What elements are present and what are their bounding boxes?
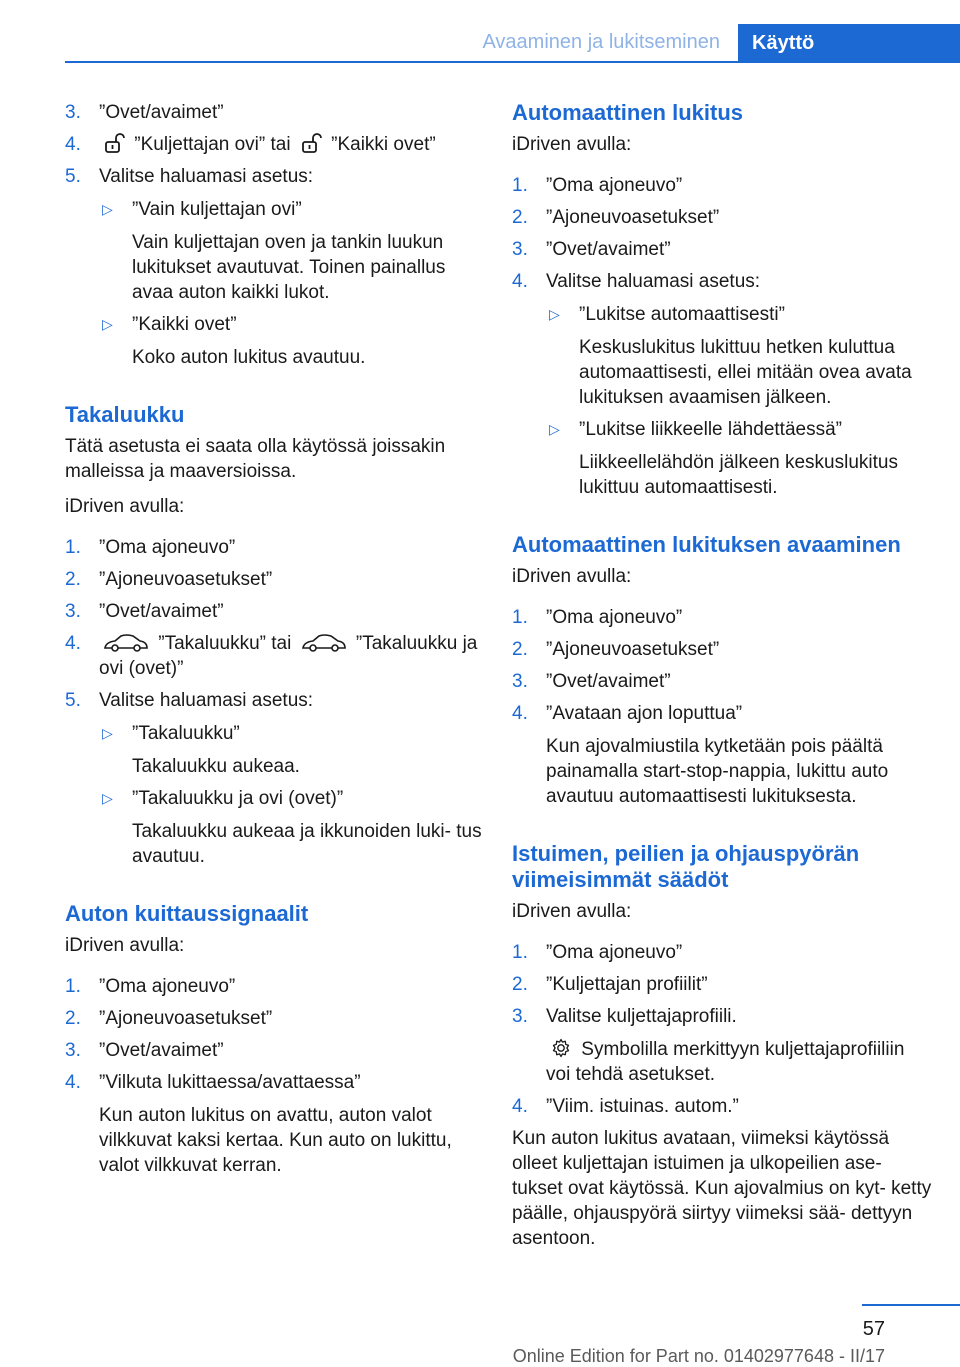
takaluukku-list	[65, 535, 485, 869]
page-footer	[0, 1300, 960, 1366]
car-icon	[103, 633, 149, 653]
option-item: ▷ ”Takaluukku ja ovi (ovet)” Takaluukku aukeaa ja ikkunoiden luki‐ tus avautuu.	[102, 788, 482, 867]
heading-auto-unlock: Automaattinen lukituksen avaaminen	[512, 532, 901, 557]
chapter-tab: Käyttö	[738, 24, 960, 62]
list-item: 2. ”Ajoneuvoasetukset”	[65, 569, 273, 590]
right-column	[512, 100, 932, 1261]
option-item: ▷ ”Vain kuljettajan ovi” Vain kuljettajan oven ja tankin luukun lukitukset avautuvat. Toinen painallus avaa auton kaikki lukot.	[102, 199, 446, 303]
option-list	[99, 721, 485, 869]
list-item: 4. ”Viim. istuinas. autom.”	[512, 1096, 739, 1117]
list-item: 4. ”Vilkuta lukittaessa/avattaessa” Kun auton lukitus on avattu, auton valot vilkkuvat kaksi kertaa. Kun auto on lukittu, valot vilkkuvat kerran.	[65, 1072, 452, 1176]
triangle-bullet-icon: ▷	[102, 316, 113, 332]
list-item: 2. ”Kuljettajan profiilit”	[512, 974, 708, 995]
list-item: 3. ”Ovet/avaimet”	[65, 1040, 224, 1061]
triangle-bullet-icon: ▷	[102, 201, 113, 217]
section-title: Avaaminen ja lukitseminen	[482, 31, 720, 53]
header-rule	[65, 61, 960, 63]
list-item: 4. ”Takaluukku” tai ”Takaluukku ja ovi (ovet)”	[65, 633, 478, 679]
paragraph: iDriven avulla:	[512, 566, 632, 587]
auto-unlock-list	[512, 605, 932, 809]
left-column	[65, 100, 485, 1192]
list-item: 1. ”Oma ajoneuvo”	[512, 607, 683, 628]
option-list	[99, 197, 485, 370]
list-item: 4. ”Kuljettajan ovi” tai ”Kaikki ovet”	[65, 134, 436, 155]
signals-list	[65, 974, 485, 1178]
paragraph: iDriven avulla:	[65, 935, 185, 956]
triangle-bullet-icon: ▷	[102, 790, 113, 806]
option-item: ▷ ”Kaikki ovet” Koko auton lukitus avautuu.	[102, 314, 366, 368]
paragraph: Tätä asetusta ei saata olla käytössä joissakin malleissa ja maaversioissa.	[65, 436, 446, 482]
paragraph: Kun auton lukitus avataan, viimeksi käytössä olleet kuljettajan istuimen ja ulkopeilien ase‐ tukset ovat käytössä. Kun ajovalmius on kyt‐ ketty päälle, ohjauspyörä siirtyy viimeksi sää‐ dettyyn asentoon.	[512, 1128, 932, 1249]
list-item: 4. ”Avataan ajon loputtua” Kun ajovalmiustila kytketään pois päältä painamalla start-stop-nappia, lukittu auto avautuu automaattisesti lukituksesta.	[512, 703, 889, 807]
list-item: 2. ”Ajoneuvoasetukset”	[65, 1008, 273, 1029]
page-number: 57	[862, 1318, 885, 1340]
heading-auto-lock: Automaattinen lukitus	[512, 100, 744, 125]
paragraph: iDriven avulla:	[512, 901, 632, 922]
gear-icon	[550, 1037, 572, 1059]
option-list	[546, 302, 932, 500]
list-item: 2. ”Ajoneuvoasetukset”	[512, 639, 720, 660]
list-item: 3. ”Ovet/avaimet”	[65, 601, 224, 622]
list-item: 3. ”Ovet/avaimet”	[512, 239, 671, 260]
lock-open-icon	[300, 132, 322, 154]
list-item: 5. Valitse haluamasi asetus: ▷ ”Takaluukku” Takaluukku aukeaa. ▷ ”Takaluukku ja ovi (ovet)” Takaluukku aukeaa ja ikkunoiden luki‐ tus avautuu.	[65, 688, 485, 869]
footer-rule	[862, 1304, 960, 1306]
car-icon	[301, 633, 347, 653]
list-item: 3. ”Ovet/avaimet”	[65, 102, 224, 123]
list-item: 4. Valitse haluamasi asetus: ▷ ”Lukitse automaattisesti” Keskuslukitus lukittuu hetken kuluttua automaattisesti, ellei mitään ovea avata lukituksen avaamisen jälkeen. ▷ ”Lukitse liikkeelle lähdettäessä” Liikkeellelähdön jälkeen keskuslukitus lukittuu automaattisesti.	[512, 269, 932, 500]
list-item: 1. ”Oma ajoneuvo”	[512, 175, 683, 196]
list-item: 5. Valitse haluamasi asetus: ▷ ”Vain kuljettajan ovi” Vain kuljettajan oven ja tankin luukun lukitukset avautuvat. Toinen painallus avaa auton kaikki lukot. ▷ ”Kaikki ovet” Koko auton lukitus avautuu.	[65, 164, 485, 370]
list-item: 3. Valitse kuljettajaprofiili. Symbolilla merkittyyn kuljettajaprofiiliin voi tehdä asetukset.	[512, 1006, 905, 1085]
paragraph: iDriven avulla:	[512, 134, 632, 155]
list-item: 1. ”Oma ajoneuvo”	[65, 537, 236, 558]
page-header	[0, 0, 960, 64]
list-item: 1. ”Oma ajoneuvo”	[512, 942, 683, 963]
heading-takaluukku: Takaluukku	[65, 402, 185, 427]
option-item: ▷ ”Takaluukku” Takaluukku aukeaa.	[102, 723, 300, 777]
heading-signals: Auton kuittaussignaalit	[65, 901, 309, 926]
door-unlock-list	[65, 100, 485, 370]
edition-note: Online Edition for Part no. 01402977648 - II/17	[512, 1346, 885, 1366]
auto-lock-list	[512, 173, 932, 500]
triangle-bullet-icon: ▷	[102, 725, 113, 741]
paragraph: iDriven avulla:	[65, 496, 185, 517]
list-item: 3. ”Ovet/avaimet”	[512, 671, 671, 692]
heading-memory: Istuimen, peilien ja ohjauspyörän viimeisimmät säädöt	[512, 841, 860, 892]
list-item: 2. ”Ajoneuvoasetukset”	[512, 207, 720, 228]
memory-list	[512, 940, 932, 1119]
list-item: 1. ”Oma ajoneuvo”	[65, 976, 236, 997]
triangle-bullet-icon: ▷	[549, 421, 560, 437]
triangle-bullet-icon: ▷	[549, 306, 560, 322]
option-item: ▷ ”Lukitse liikkeelle lähdettäessä” Liikkeellelähdön jälkeen keskuslukitus lukittuu automaattisesti.	[549, 419, 898, 498]
option-item: ▷ ”Lukitse automaattisesti” Keskuslukitus lukittuu hetken kuluttua automaattisesti, ellei mitään ovea avata lukituksen avaamisen jälkeen.	[549, 304, 912, 408]
lock-open-icon	[103, 132, 125, 154]
